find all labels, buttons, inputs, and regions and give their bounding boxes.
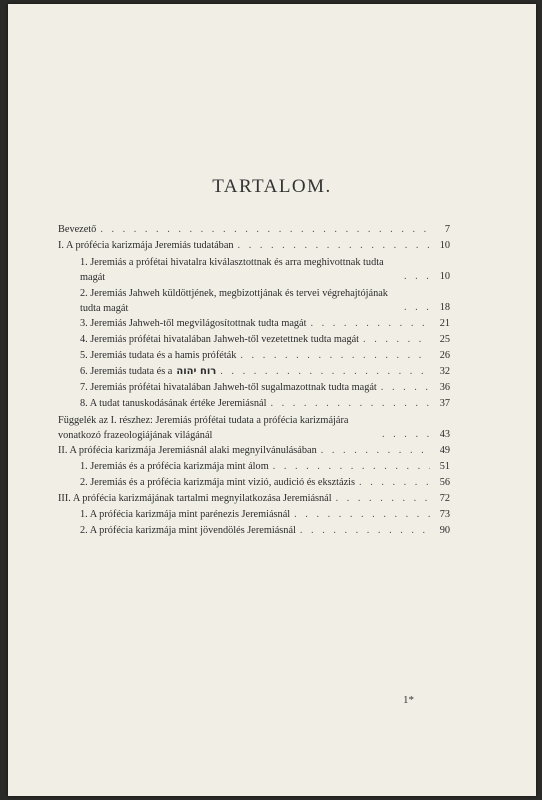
toc-entry — [58, 443, 450, 459]
toc-entry-page-number: 21 — [439, 318, 450, 329]
page-title: TARTALOM. — [212, 176, 332, 197]
toc-entry — [58, 348, 450, 364]
toc-entry-title: 4. Jeremiás prófétai hivatalában Jahweh-től vezetettnek tudta magát — [80, 334, 360, 345]
toc-dot-leader — [238, 238, 430, 254]
toc-entry-page-number: 32 — [439, 366, 450, 377]
toc-entry — [58, 222, 450, 238]
toc-entry-title: 1. Jeremiás a prófétai hivatalra kiválasztottnak és arra meghivottnak tudta magát — [80, 257, 384, 283]
toc-entry-page-number: 10 — [439, 240, 450, 251]
toc-dot-leader — [270, 396, 430, 412]
toc-entry — [58, 238, 450, 254]
toc-entry-hebrew-term: רוח יהוה — [176, 366, 217, 377]
toc-dot-leader — [359, 475, 430, 491]
toc-entry-page-number: 49 — [439, 445, 450, 456]
toc-entry — [58, 459, 450, 475]
toc-entry — [58, 412, 450, 443]
toc-entry-title: 7. Jeremiás prófétai hivatalában Jahweh-től sugalmazottnak tudta magát — [80, 382, 377, 393]
toc-entry-title: III. A prófécia karizmájának tartalmi megnyilatkozása Jeremiásnál — [58, 493, 332, 504]
toc-dot-leader — [404, 300, 430, 316]
toc-dot-leader — [240, 348, 430, 364]
toc-entry-title: II. A prófécia karizmája Jeremiásnál alaki megnyilvánulásában — [58, 445, 317, 456]
toc-entry — [58, 396, 450, 412]
toc-entry-title: Függelék az I. részhez: Jeremiás prófétai tudata a prófécia karizmájára vonatkozó frazeologiájának világánál — [58, 415, 349, 441]
toc-entry-page-number: 73 — [439, 509, 450, 520]
toc-entry-title: 2. Jeremiás és a prófécia karizmája mint vizió, audició és eksztázis — [80, 477, 356, 488]
toc-entry-title: 6. Jeremiás tudata és a — [80, 366, 173, 377]
toc-entry-page-number: 90 — [439, 525, 450, 536]
toc-dot-leader — [300, 523, 430, 539]
toc-entry-title: Bevezető — [58, 224, 97, 235]
toc-entry-title: 2. Jeremiás Jahweh küldöttjének, megbizottjának és tervei végrehajtójának tudta magát — [80, 288, 388, 314]
toc-entry-page-number: 26 — [439, 350, 450, 361]
toc-dot-leader — [310, 316, 430, 332]
toc-entry-page-number: 37 — [439, 398, 450, 409]
toc-dot-leader — [363, 332, 430, 348]
toc-entry — [58, 475, 450, 491]
toc-entry-title: 2. A prófécia karizmája mint jövendölés Jeremiásnál — [80, 525, 296, 536]
toc-entry — [58, 254, 450, 285]
toc-entry-title: 3. Jeremiás Jahweh-től megvilágosítottnak tudta magát — [80, 318, 307, 329]
toc-entry-title: 1. Jeremiás és a prófécia karizmája mint álom — [80, 461, 269, 472]
toc-dot-leader — [321, 443, 430, 459]
toc-entry-page-number: 25 — [439, 334, 450, 345]
printer-signature-mark: 1* — [403, 694, 414, 706]
document-page — [8, 4, 536, 796]
toc-entry-page-number: 18 — [439, 302, 450, 313]
table-of-contents — [58, 222, 450, 539]
toc-entry — [58, 285, 450, 316]
toc-dot-leader — [404, 269, 430, 285]
toc-entry-page-number: 36 — [439, 382, 450, 393]
toc-entry-title: 1. A prófécia karizmája mint parénezis Jeremiásnál — [80, 509, 291, 520]
toc-dot-leader — [220, 364, 430, 380]
toc-dot-leader — [273, 459, 430, 475]
toc-dot-leader — [336, 491, 430, 507]
toc-entry — [58, 364, 450, 380]
toc-dot-leader — [100, 222, 430, 238]
toc-entry-title: 5. Jeremiás tudata és a hamis próféták — [80, 350, 237, 361]
toc-entry — [58, 316, 450, 332]
toc-entry — [58, 332, 450, 348]
toc-entry-page-number: 10 — [439, 271, 450, 282]
toc-entry-page-number: 72 — [439, 493, 450, 504]
toc-dot-leader — [382, 427, 430, 443]
toc-entry — [58, 523, 450, 539]
toc-entry-page-number: 51 — [439, 461, 450, 472]
toc-entry-page-number: 43 — [439, 429, 450, 440]
toc-entry-title: I. A prófécia karizmája Jeremiás tudatában — [58, 240, 234, 251]
toc-dot-leader — [381, 380, 430, 396]
toc-entry — [58, 380, 450, 396]
toc-entry-title: 8. A tudat tanuskodásának értéke Jeremiásnál — [80, 398, 267, 409]
toc-entry-page-number: 7 — [444, 224, 450, 235]
toc-dot-leader — [294, 507, 430, 523]
toc-entry-page-number: 56 — [439, 477, 450, 488]
toc-entry — [58, 507, 450, 523]
toc-entry — [58, 491, 450, 507]
